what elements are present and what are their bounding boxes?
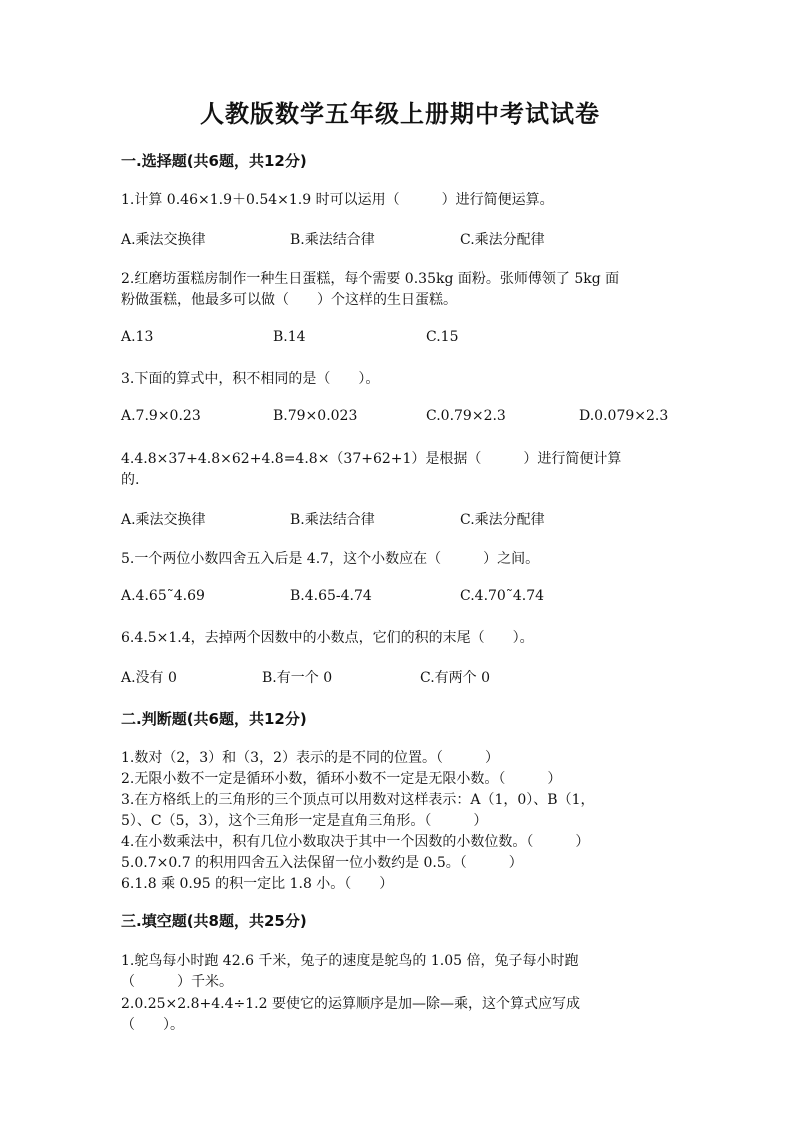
section-heading-judge: 二.判断题(共6题，共12分) xyxy=(121,710,307,728)
q5-option-a: A.4.65˜4.69 xyxy=(121,588,205,604)
fill-line-1: 1.鸵鸟每小时跑 42.6 千米，兔子的速度是鸵鸟的 1.05 倍，兔子每小时跑 xyxy=(121,953,579,969)
judge-line-6: 5.0.7×0.7 的积用四舍五入法保留一位小数约是 0.5。（ ） xyxy=(121,855,523,871)
judge-line-3: 3.在方格纸上的三角形的三个顶点可以用数对这样表示：A（1，0）、B（1， xyxy=(121,792,595,808)
q4-option-b: B.乘法结合律 xyxy=(290,512,375,528)
exam-title: 人教版数学五年级上册期中考试试卷 xyxy=(200,100,600,128)
judge-line-2: 2.无限小数不一定是循环小数，循环小数不一定是无限小数。（ ） xyxy=(121,771,562,787)
question-2-line-1: 2.红磨坊蛋糕房制作一种生日蛋糕，每个需要 0.35kg 面粉。张师傅领了 5kg 面 xyxy=(121,271,620,287)
q2-option-b: B.14 xyxy=(273,329,306,345)
q3-option-c: C.0.79×2.3 xyxy=(426,408,506,424)
q6-option-b: B.有一个 0 xyxy=(262,670,333,686)
q3-option-b: B.79×0.023 xyxy=(273,408,358,424)
section-heading-choice: 一.选择题(共6题，共12分) xyxy=(121,152,307,170)
q6-option-a: A.没有 0 xyxy=(121,670,177,686)
q2-option-c: C.15 xyxy=(426,329,459,345)
fill-line-2: （ ）千米。 xyxy=(121,974,233,990)
q1-option-a: A.乘法交换律 xyxy=(121,232,206,248)
q2-option-a: A.13 xyxy=(121,329,154,345)
question-5: 5.一个两位小数四舍五入后是 4.7，这个小数应在（ ）之间。 xyxy=(121,551,540,567)
judge-line-7: 6.1.8 乘 0.95 的积一定比 1.8 小。（ ） xyxy=(121,876,394,892)
q4-option-a: A.乘法交换律 xyxy=(121,512,206,528)
judge-line-5: 4.在小数乘法中，积有几位小数取决于其中一个因数的小数位数。（ ） xyxy=(121,834,590,850)
q3-option-a: A.7.9×0.23 xyxy=(121,408,201,424)
q3-option-d: D.0.079×2.3 xyxy=(579,408,669,424)
question-6: 6.4.5×1.4，去掉两个因数中的小数点，它们的积的末尾（ ）。 xyxy=(121,630,534,646)
question-4-line-1: 4.4.8×37+4.8×62+4.8=4.8×（37+62+1）是根据（ ）进行简便计算 xyxy=(121,451,622,467)
section-heading-fill: 三.填空题(共8题，共25分) xyxy=(121,912,307,930)
q1-option-c: C.乘法分配律 xyxy=(460,232,545,248)
q5-option-b: B.4.65-4.74 xyxy=(290,588,372,604)
q1-option-b: B.乘法结合律 xyxy=(290,232,375,248)
question-4-line-2: 的. xyxy=(121,472,140,488)
question-3: 3.下面的算式中，积不相同的是（ ）。 xyxy=(121,371,380,387)
q6-option-c: C.有两个 0 xyxy=(420,670,491,686)
judge-line-1: 1.数对（2，3）和（3，2）表示的是不同的位置。（ ） xyxy=(121,750,499,766)
fill-line-4: （ ）。 xyxy=(121,1017,184,1033)
fill-line-3: 2.0.25×2.8+4.4÷1.2 要使它的运算顺序是加—除—乘，这个算式应写成 xyxy=(121,996,580,1012)
question-2-line-2: 粉做蛋糕，他最多可以做（ ）个这样的生日蛋糕。 xyxy=(121,292,457,308)
q5-option-c: C.4.70˜4.74 xyxy=(460,588,545,604)
judge-line-4: 5）、C（5，3），这个三角形一定是直角三角形。（ ） xyxy=(121,813,488,829)
question-1: 1.计算 0.46×1.9＋0.54×1.9 时可以运用（ ）进行简便运算。 xyxy=(121,192,554,208)
q4-option-c: C.乘法分配律 xyxy=(460,512,545,528)
